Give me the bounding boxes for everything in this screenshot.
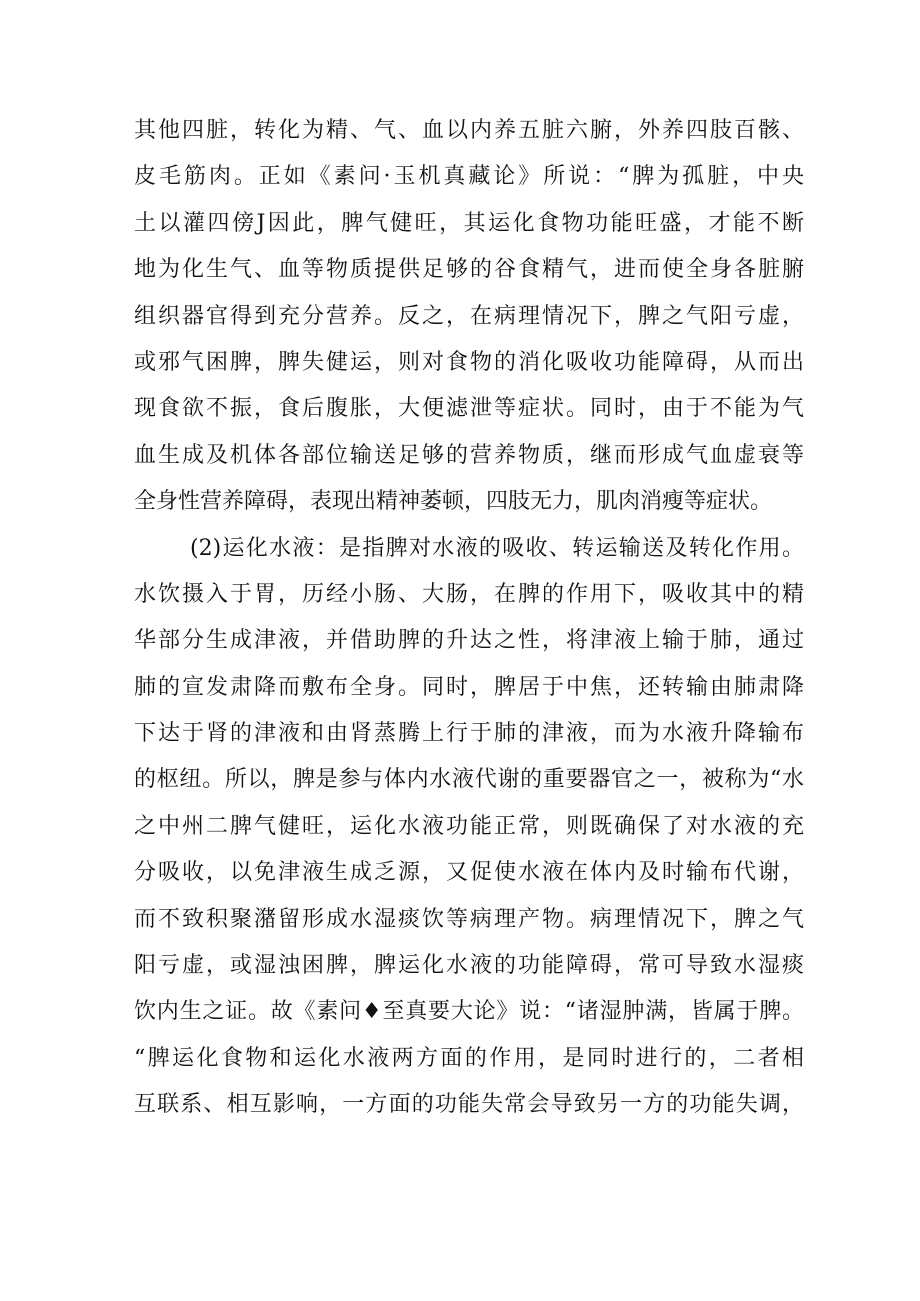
text-line: 现食欲不振，食后腹胀，大便滤泄等症状。同时，由于不能为气 xyxy=(134,396,804,422)
text-line: 饮内生之证。故《素问♦至真要大论》说：“诸湿肿满，皆属于脾。 xyxy=(134,999,804,1025)
text-line: “脾运化食物和运化水液两方面的作用，是同时进行的，二者相 xyxy=(134,1045,804,1071)
text-line: 而不致积聚潴留形成水湿痰饮等病理产物。病理情况下，脾之气 xyxy=(134,906,804,932)
text-line: 水饮摄入于胃，历经小肠、大肠，在脾的作用下，吸收其中的精 xyxy=(134,581,804,607)
text-line: 分吸收，以免津液生成乏源，又促使水液在体内及时输布代谢， xyxy=(134,860,804,886)
text-line: 血生成及机体各部位输送足够的营养物质，继而形成气血虚衰等 xyxy=(134,442,804,468)
text-line: 皮毛筋肉。正如《素问·玉机真藏论》所说：“脾为孤脏，中央 xyxy=(134,164,804,190)
text-line: 其他四脏，转化为精、气、血以内养五脏六腑，外养四肢百骸、 xyxy=(134,118,804,143)
text-line: 地为化生气、血等物质提供足够的谷食精气，进而使全身各脏腑 xyxy=(134,257,804,283)
text-line: 之中州二脾气健旺，运化水液功能正常，则既确保了对水液的充 xyxy=(134,813,804,839)
text-line: 组织器官得到充分营养。反之，在病理情况下，脾之气阳亏虚， xyxy=(134,303,804,329)
text-line: 阳亏虚，或湿浊困脾，脾运化水液的功能障碍，常可导致水湿痰 xyxy=(134,953,804,979)
text-line: 下达于肾的津液和由肾蒸腾上行于肺的津液，而为水液升降输布 xyxy=(134,721,804,747)
text-line: 肺的宣发肃降而敷布全身。同时，脾居于中焦，还转输由肺肃降 xyxy=(134,674,804,700)
text-line: 土以灌四傍J因此，脾气健旺，其运化食物功能旺盛，才能不断 xyxy=(134,210,804,236)
text-line: 或邪气困脾，脾失健运，则对食物的消化吸收功能障碍，从而出 xyxy=(134,349,804,375)
text-line: 的枢纽。所以，脾是参与体内水液代谢的重要器官之一，被称为“水 xyxy=(134,767,804,793)
text-line: 全身性营养障碍，表现出精神萎顿，四肢无力，肌肉消瘦等症状。 xyxy=(134,489,773,515)
text-line: 华部分生成津液，并借助脾的升达之性，将津液上输于肺，通过 xyxy=(134,628,804,654)
body-text xyxy=(134,108,804,1129)
section-heading-line: (2)运化水液：是指脾对水液的吸收、转运输送及转化作用。 xyxy=(190,535,804,561)
text-line: 互联系、相互影响，一方面的功能失常会导致另一方的功能失调， xyxy=(134,1092,804,1118)
